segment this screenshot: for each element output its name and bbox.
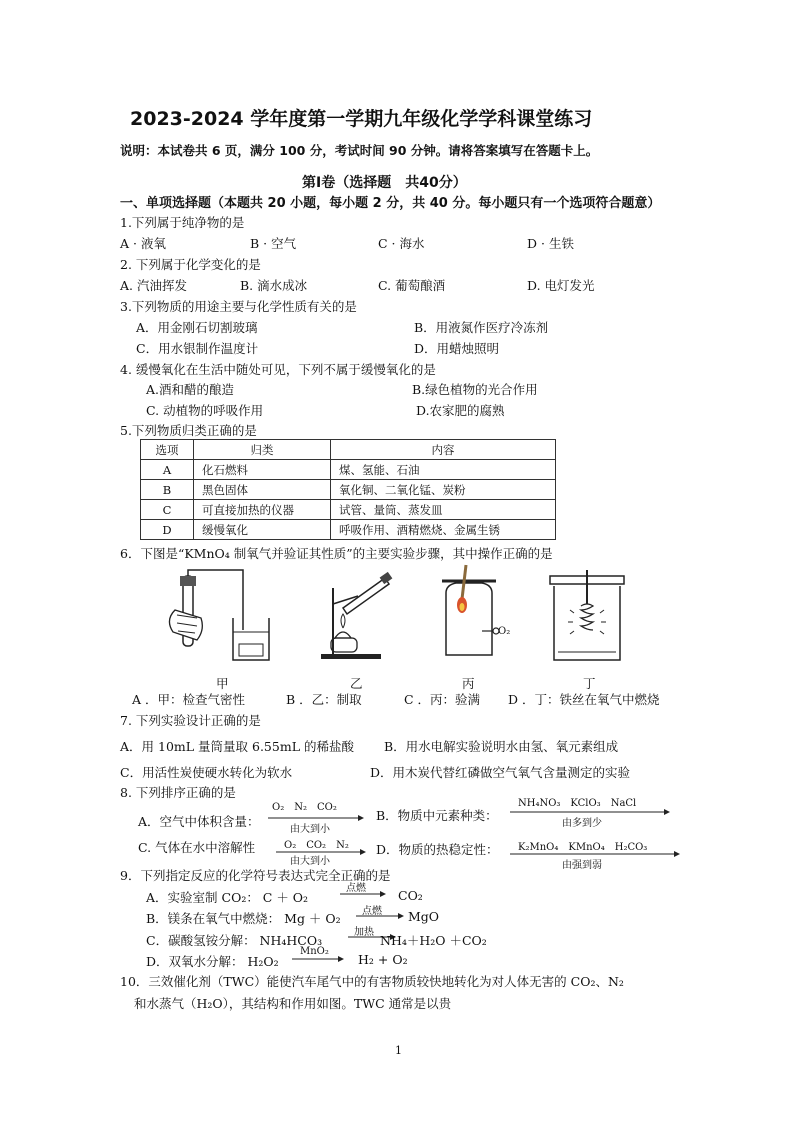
figure-ding-iron-wire <box>548 570 628 665</box>
q4-option-c: C. 动植物的呼吸作用 <box>146 403 264 418</box>
q8-option-a-label: A．空气中体积含量： <box>138 814 260 829</box>
page-title: 2023-2024 学年度第一学期九年级化学学科课堂练习 <box>130 108 593 130</box>
table-cell: 试管、量筒、蒸发皿 <box>331 500 556 520</box>
table-cell: 氧化铜、二氧化锰、炭粉 <box>331 480 556 500</box>
table-cell: C <box>141 500 194 520</box>
q7-option-a: A．用 10mL 量筒量取 6.55mL 的稀盐酸 <box>120 739 354 754</box>
q7-stem: 7. 下列实验设计正确的是 <box>120 713 261 728</box>
q9-a-arrow <box>340 891 386 897</box>
table-header-cell: 选项 <box>141 440 194 460</box>
table-cell: B <box>141 480 194 500</box>
q2-option-b: B. 滴水成冰 <box>240 278 308 293</box>
figure-yi-preparation <box>313 568 403 663</box>
q3-option-a: A．用金刚石切割玻璃 <box>136 320 258 335</box>
q9-option-a-right: CO₂ <box>398 888 423 903</box>
q8-option-b-items: NH₄NO₃ KClO₃ NaCl <box>518 798 637 809</box>
table-header-cell: 内容 <box>331 440 556 460</box>
figure-label-yi: 乙 <box>350 676 363 691</box>
q9-d-arrow <box>292 956 344 962</box>
figure-jia-airtightness <box>165 570 285 670</box>
figure-label-ding: 丁 <box>583 676 596 691</box>
figure-label-jia: 甲 <box>216 676 229 691</box>
q8-option-b-label: B．物质中元素种类： <box>376 808 498 823</box>
q7-option-b: B．用水电解实验说明水由氢、氧元素组成 <box>384 739 619 754</box>
q1-stem: 1.下列属于纯净物的是 <box>120 215 245 230</box>
table-cell: 黑色固体 <box>194 480 331 500</box>
q6-stem: 6．下图是“KMnO₄ 制氧气并验证其性质”的主要实验步骤，其中操作正确的是 <box>120 546 553 561</box>
q3-option-b: B．用液氮作医疗冷冻剂 <box>414 320 549 335</box>
q9-option-b-right: MgO <box>408 909 440 924</box>
q1-option-a: A · 液氧 <box>120 236 166 251</box>
q7-option-d: D．用木炭代替红磷做空气氧气含量测定的实验 <box>370 765 631 780</box>
table-header-cell: 归类 <box>194 440 331 460</box>
table-row <box>141 500 556 520</box>
q9-option-d-condition: MnO₂ <box>300 946 329 957</box>
q4-stem: 4. 缓慢氧化在生活中随处可见，下列不属于缓慢氧化的是 <box>120 362 436 377</box>
q9-option-b-condition: 点燃 <box>362 906 382 917</box>
table-cell: A <box>141 460 194 480</box>
section-title: 一、单项选择题（本题共 20 小题，每小题 2 分，共 40 分。每小题只有一个选项符合题意） <box>120 196 661 211</box>
q1-option-c: C · 海水 <box>378 236 425 251</box>
table-cell: D <box>141 520 194 540</box>
part-title: 第Ⅰ卷（选择题 共40分） <box>302 175 467 191</box>
q9-option-a-condition: 点燃 <box>346 883 366 894</box>
table-cell: 煤、氢能、石油 <box>331 460 556 480</box>
q8-option-c-label: C. 气体在水中溶解性 <box>138 840 256 855</box>
q5-stem: 5.下列物质归类正确的是 <box>120 423 257 438</box>
q9-option-c-right: NH₄＋H₂O ＋CO₂ <box>380 933 487 948</box>
q9-stem: 9．下列指定反应的化学符号表达式完全正确的是 <box>120 868 391 883</box>
q8-option-c-direction: 由大到小 <box>290 856 330 867</box>
q8-option-d-items: K₂MnO₄ KMnO₄ H₂CO₃ <box>518 842 648 853</box>
table-row <box>141 520 556 540</box>
exam-note: 说明：本试卷共 6 页，满分 100 分，考试时间 90 分钟。请将答案填写在答题卡上。 <box>120 143 599 158</box>
q1-option-d: D · 生铁 <box>527 236 574 251</box>
q3-stem: 3.下列物质的用途主要与化学性质有关的是 <box>120 299 357 314</box>
q2-stem: 2. 下列属于化学变化的是 <box>120 257 261 272</box>
q8-option-a-direction: 由大到小 <box>290 824 330 835</box>
q9-option-d-right: H₂ + O₂ <box>358 952 408 967</box>
q9-option-c-condition: 加热 <box>354 927 374 938</box>
q9-option-d-left: D．双氧水分解： H₂O₂ <box>146 954 279 969</box>
q1-option-b: B · 空气 <box>250 236 297 251</box>
q4-option-d: D.农家肥的腐熟 <box>416 403 505 418</box>
q6-option-c: C ．丙：验满 <box>404 692 481 707</box>
q2-option-a: A. 汽油挥发 <box>120 278 187 293</box>
q2-option-d: D. 电灯发光 <box>527 278 595 293</box>
q8-option-a-items: O₂ N₂ CO₂ <box>272 802 337 813</box>
q9-option-b-left: B．镁条在氧气中燃烧： Mg ＋ O₂ <box>146 911 341 926</box>
q9-option-c-left: C．碳酸氢铵分解： NH₄HCO₃ <box>146 933 323 948</box>
page-number: 1 <box>395 1044 402 1057</box>
q9-b-arrow <box>356 913 404 919</box>
q4-option-a: A.酒和醋的酿造 <box>146 382 235 397</box>
o2-label: O₂ <box>498 626 511 637</box>
q2-option-c: C. 葡萄酿酒 <box>378 278 446 293</box>
q8-option-b-direction: 由多到少 <box>562 818 602 829</box>
q3-option-c: C．用水银制作温度计 <box>136 341 259 356</box>
q8-option-c-items: O₂ CO₂ N₂ <box>284 840 349 851</box>
q8-option-d-label: D．物质的热稳定性： <box>376 842 499 857</box>
q6-option-b: B ．乙：制取 <box>286 692 362 707</box>
q10-line2: 和水蒸气（H₂O），其结构和作用如图。TWC 通常是以贵 <box>134 996 452 1011</box>
q5-table <box>140 439 556 540</box>
table-cell: 可直接加热的仪器 <box>194 500 331 520</box>
q8-stem: 8. 下列排序正确的是 <box>120 785 236 800</box>
table-row <box>141 480 556 500</box>
q9-option-a-left: A．实验室制 CO₂： C ＋ O₂ <box>146 890 309 905</box>
q10-line1: 10．三效催化剂（TWC）能使汽车尾气中的有害物质较快地转化为对人体无害的 CO₂、N₂ <box>120 974 624 989</box>
table-row <box>141 460 556 480</box>
table-cell: 呼吸作用、酒精燃烧、金属生锈 <box>331 520 556 540</box>
table-header-row <box>141 440 556 460</box>
q7-option-c: C．用活性炭使硬水转化为软水 <box>120 765 293 780</box>
q3-option-d: D．用蜡烛照明 <box>414 341 500 356</box>
q6-option-a: A ．甲：检查气密性 <box>132 692 246 707</box>
figure-label-bing: 丙 <box>462 676 475 691</box>
figure-bing-full-check <box>432 565 517 665</box>
table-cell: 缓慢氧化 <box>194 520 331 540</box>
q6-option-d: D ．丁：铁丝在氧气中燃烧 <box>508 692 660 707</box>
q4-option-b: B.绿色植物的光合作用 <box>412 382 538 397</box>
table-cell: 化石燃料 <box>194 460 331 480</box>
q8-option-d-direction: 由强到弱 <box>562 860 602 871</box>
